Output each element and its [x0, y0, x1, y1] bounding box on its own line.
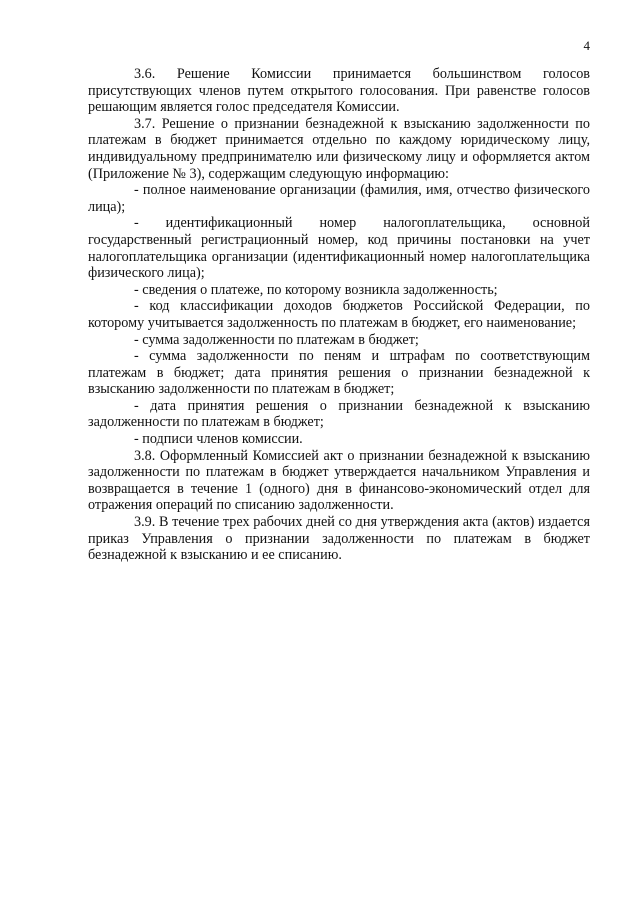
list-item-taxpayer-id: - идентификационный номер налогоплательщика, основной государственный регистрационный номер, код причины постановки на учет налогоплательщика организации (идентификационный номер налогоплательщика физического лица);: [88, 215, 590, 282]
list-item-decision-date: - дата принятия решения о признании безнадежной к взысканию задолженности по платежам в бюджет;: [88, 397, 590, 431]
paragraph-3-7: 3.7. Решение о признании безнадежной к взысканию задолженности по платежам в бюджет принимается отдельно по каждому юридическому лицу, индивидуальному предпринимателю или физическому лицу и оформляется актом (Приложение № 3), содержащим следующую информацию:: [88, 115, 590, 182]
list-item-payment-info: - сведения о платеже, по которому возникла задолженность;: [134, 281, 498, 298]
list-item-signatures: - подписи членов комиссии.: [134, 431, 303, 448]
paragraph-3-6: 3.6. Решение Комиссии принимается большинством голосов присутствующих членов путем открытого голосования. При равенстве голосов решающим является голос председателя Комиссии.: [88, 66, 590, 116]
list-item-debt-amount: - сумма задолженности по платежам в бюджет;: [134, 331, 419, 348]
list-item-organization-name: - полное наименование организации (фамилия, имя, отчество физического лица);: [88, 182, 590, 215]
document-body: [88, 66, 590, 564]
paragraph-3-8: 3.8. Оформленный Комиссией акт о признании безнадежной к взысканию задолженности по платежам в бюджет утверждается начальником Управления и возвращается в течение 1 (одного) дня в финансово-экономический отдел для отражения операций по списанию задолженности.: [88, 447, 590, 514]
paragraph-3-9: 3.9. В течение трех рабочих дней со дня утверждения акта (актов) издается приказ Управления о признании задолженности по платежам в бюджет безнадежной к взысканию и ее списанию.: [88, 514, 590, 564]
page-number: 4: [583, 38, 590, 53]
list-item-income-code: - код классификации доходов бюджетов Российской Федерации, по которому учитывается задолженность по платежам в бюджет, его наименование;: [88, 298, 590, 331]
list-item-penalty-amount: - сумма задолженности по пеням и штрафам по соответствующим платежам в бюджет; дата принятия решения о признании безнадежной к взысканию задолженности по платежам в бюджет;: [88, 348, 590, 398]
